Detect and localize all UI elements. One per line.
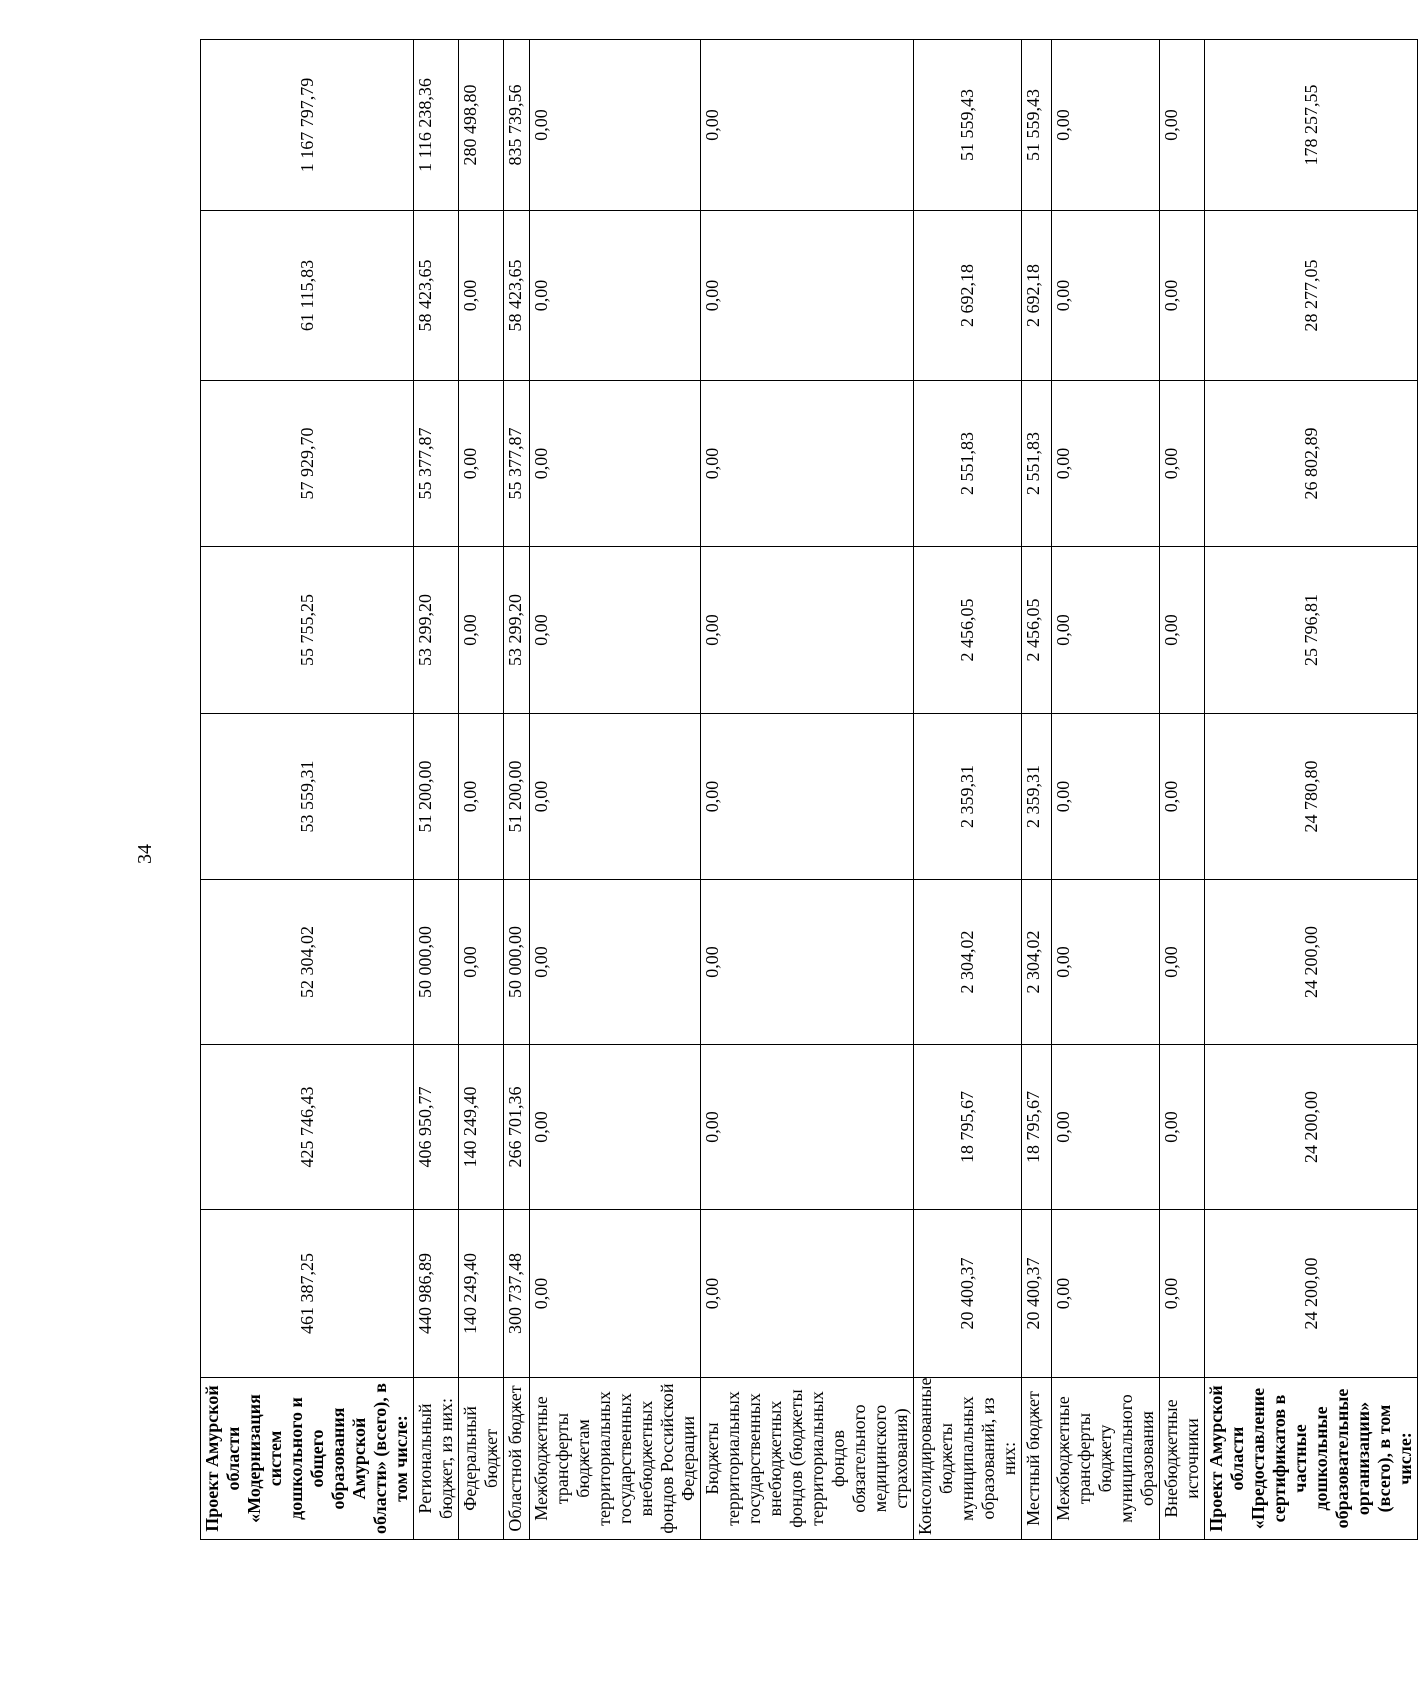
value-cell: 0,00	[1160, 547, 1205, 714]
table-row	[1205, 40, 1418, 1540]
value-cell: 300 737,48	[504, 1210, 530, 1378]
table-wrap	[200, 40, 1415, 1540]
row-label: Местный бюджет	[1022, 1378, 1052, 1540]
value-cell: 2 551,83	[1022, 381, 1052, 547]
value-cell: 0,00	[459, 211, 504, 381]
value-cell: 0,00	[530, 880, 701, 1045]
value-cell: 24 200,00	[1205, 880, 1418, 1045]
value-cell: 0,00	[701, 1045, 914, 1210]
value-cell: 26 802,89	[1205, 381, 1418, 547]
row-label: Межбюджетные трансферты бюджетам территориальных государственных внебюджетных фондов Российской Федерации	[530, 1378, 701, 1540]
value-cell: 266 701,36	[504, 1045, 530, 1210]
value-cell: 58 423,65	[504, 211, 530, 381]
row-label: Бюджеты территориальных государственных внебюджетных фондов (бюджеты территориальных фондов обязательного медицинского страхования)	[701, 1378, 914, 1540]
row-label: Внебюджетные источники	[1160, 1378, 1205, 1540]
value-cell: 51 559,43	[914, 40, 1022, 211]
table-row	[1160, 40, 1205, 1540]
value-cell: 0,00	[530, 1210, 701, 1378]
value-cell: 0,00	[530, 714, 701, 880]
value-cell: 0,00	[530, 547, 701, 714]
table-row	[414, 40, 459, 1540]
value-cell: 1 116 238,36	[414, 40, 459, 211]
value-cell: 0,00	[1160, 714, 1205, 880]
row-label: Проект Амурской области «Модернизация систем дошкольного и общего образования Амурской области» (всего), в том числе:	[201, 1378, 414, 1540]
row-label: Проект Амурской области «Предоставление сертификатов в частные дошкольные образовательные организации» (всего), в том числе:	[1205, 1378, 1418, 1540]
value-cell: 61 115,83	[201, 211, 414, 381]
value-cell: 425 746,43	[201, 1045, 414, 1210]
value-cell: 140 249,40	[459, 1045, 504, 1210]
value-cell: 18 795,67	[1022, 1045, 1052, 1210]
value-cell: 2 692,18	[914, 211, 1022, 381]
value-cell: 2 456,05	[914, 547, 1022, 714]
row-label: Областной бюджет	[504, 1378, 530, 1540]
value-cell: 2 359,31	[914, 714, 1022, 880]
table-row	[701, 40, 914, 1540]
value-cell: 0,00	[701, 880, 914, 1045]
value-cell: 0,00	[530, 211, 701, 381]
value-cell: 0,00	[1052, 1210, 1160, 1378]
value-cell: 20 400,37	[1022, 1210, 1052, 1378]
value-cell: 0,00	[459, 547, 504, 714]
value-cell: 2 359,31	[1022, 714, 1052, 880]
value-cell: 0,00	[701, 40, 914, 211]
value-cell: 0,00	[1052, 880, 1160, 1045]
value-cell: 0,00	[1052, 547, 1160, 714]
table-row	[1022, 40, 1052, 1540]
table-row	[504, 40, 530, 1540]
table-row	[914, 40, 1022, 1540]
value-cell: 50 000,00	[414, 880, 459, 1045]
value-cell: 53 299,20	[504, 547, 530, 714]
value-cell: 0,00	[530, 1045, 701, 1210]
value-cell: 20 400,37	[914, 1210, 1022, 1378]
value-cell: 51 200,00	[504, 714, 530, 880]
budget-table	[200, 39, 1418, 1540]
value-cell: 0,00	[701, 547, 914, 714]
value-cell: 50 000,00	[504, 880, 530, 1045]
value-cell: 461 387,25	[201, 1210, 414, 1378]
value-cell: 24 200,00	[1205, 1210, 1418, 1378]
value-cell: 55 377,87	[414, 381, 459, 547]
table-row	[1052, 40, 1160, 1540]
value-cell: 178 257,55	[1205, 40, 1418, 211]
value-cell: 835 739,56	[504, 40, 530, 211]
value-cell: 0,00	[1052, 40, 1160, 211]
value-cell: 55 377,87	[504, 381, 530, 547]
row-label: Федеральный бюджет	[459, 1378, 504, 1540]
value-cell: 0,00	[1160, 1045, 1205, 1210]
value-cell: 18 795,67	[914, 1045, 1022, 1210]
value-cell: 57 929,70	[201, 381, 414, 547]
value-cell: 0,00	[459, 381, 504, 547]
value-cell: 25 796,81	[1205, 547, 1418, 714]
value-cell: 0,00	[1052, 714, 1160, 880]
value-cell: 1 167 797,79	[201, 40, 414, 211]
value-cell: 0,00	[1052, 211, 1160, 381]
value-cell: 0,00	[1160, 211, 1205, 381]
value-cell: 0,00	[701, 381, 914, 547]
value-cell: 51 200,00	[414, 714, 459, 880]
value-cell: 0,00	[1052, 381, 1160, 547]
value-cell: 140 249,40	[459, 1210, 504, 1378]
value-cell: 0,00	[1160, 381, 1205, 547]
value-cell: 58 423,65	[414, 211, 459, 381]
value-cell: 406 950,77	[414, 1045, 459, 1210]
value-cell: 55 755,25	[201, 547, 414, 714]
row-label: Консолидированные бюджеты муниципальных образований, из них:	[914, 1378, 1022, 1540]
value-cell: 52 304,02	[201, 880, 414, 1045]
value-cell: 2 551,83	[914, 381, 1022, 547]
value-cell: 0,00	[701, 714, 914, 880]
value-cell: 0,00	[1160, 880, 1205, 1045]
value-cell: 0,00	[1160, 40, 1205, 211]
value-cell: 24 780,80	[1205, 714, 1418, 880]
value-cell: 0,00	[459, 714, 504, 880]
value-cell: 51 559,43	[1022, 40, 1052, 211]
value-cell: 0,00	[530, 381, 701, 547]
value-cell: 28 277,05	[1205, 211, 1418, 381]
value-cell: 0,00	[1052, 1045, 1160, 1210]
table-row	[201, 40, 414, 1540]
value-cell: 53 559,31	[201, 714, 414, 880]
rotated-table-container	[200, 40, 1415, 1540]
value-cell: 2 456,05	[1022, 547, 1052, 714]
value-cell: 2 304,02	[914, 880, 1022, 1045]
value-cell: 53 299,20	[414, 547, 459, 714]
row-label: Межбюджетные трансферты бюджету муниципального образования	[1052, 1378, 1160, 1540]
value-cell: 280 498,80	[459, 40, 504, 211]
value-cell: 24 200,00	[1205, 1045, 1418, 1210]
value-cell: 2 304,02	[1022, 880, 1052, 1045]
value-cell: 0,00	[701, 1210, 914, 1378]
value-cell: 0,00	[1160, 1210, 1205, 1378]
value-cell: 0,00	[530, 40, 701, 211]
value-cell: 0,00	[701, 211, 914, 381]
page-number: 34	[134, 844, 156, 864]
value-cell: 2 692,18	[1022, 211, 1052, 381]
row-label: Региональный бюджет, из них:	[414, 1378, 459, 1540]
table-row	[459, 40, 504, 1540]
table-row	[530, 40, 701, 1540]
value-cell: 440 986,89	[414, 1210, 459, 1378]
value-cell: 0,00	[459, 880, 504, 1045]
